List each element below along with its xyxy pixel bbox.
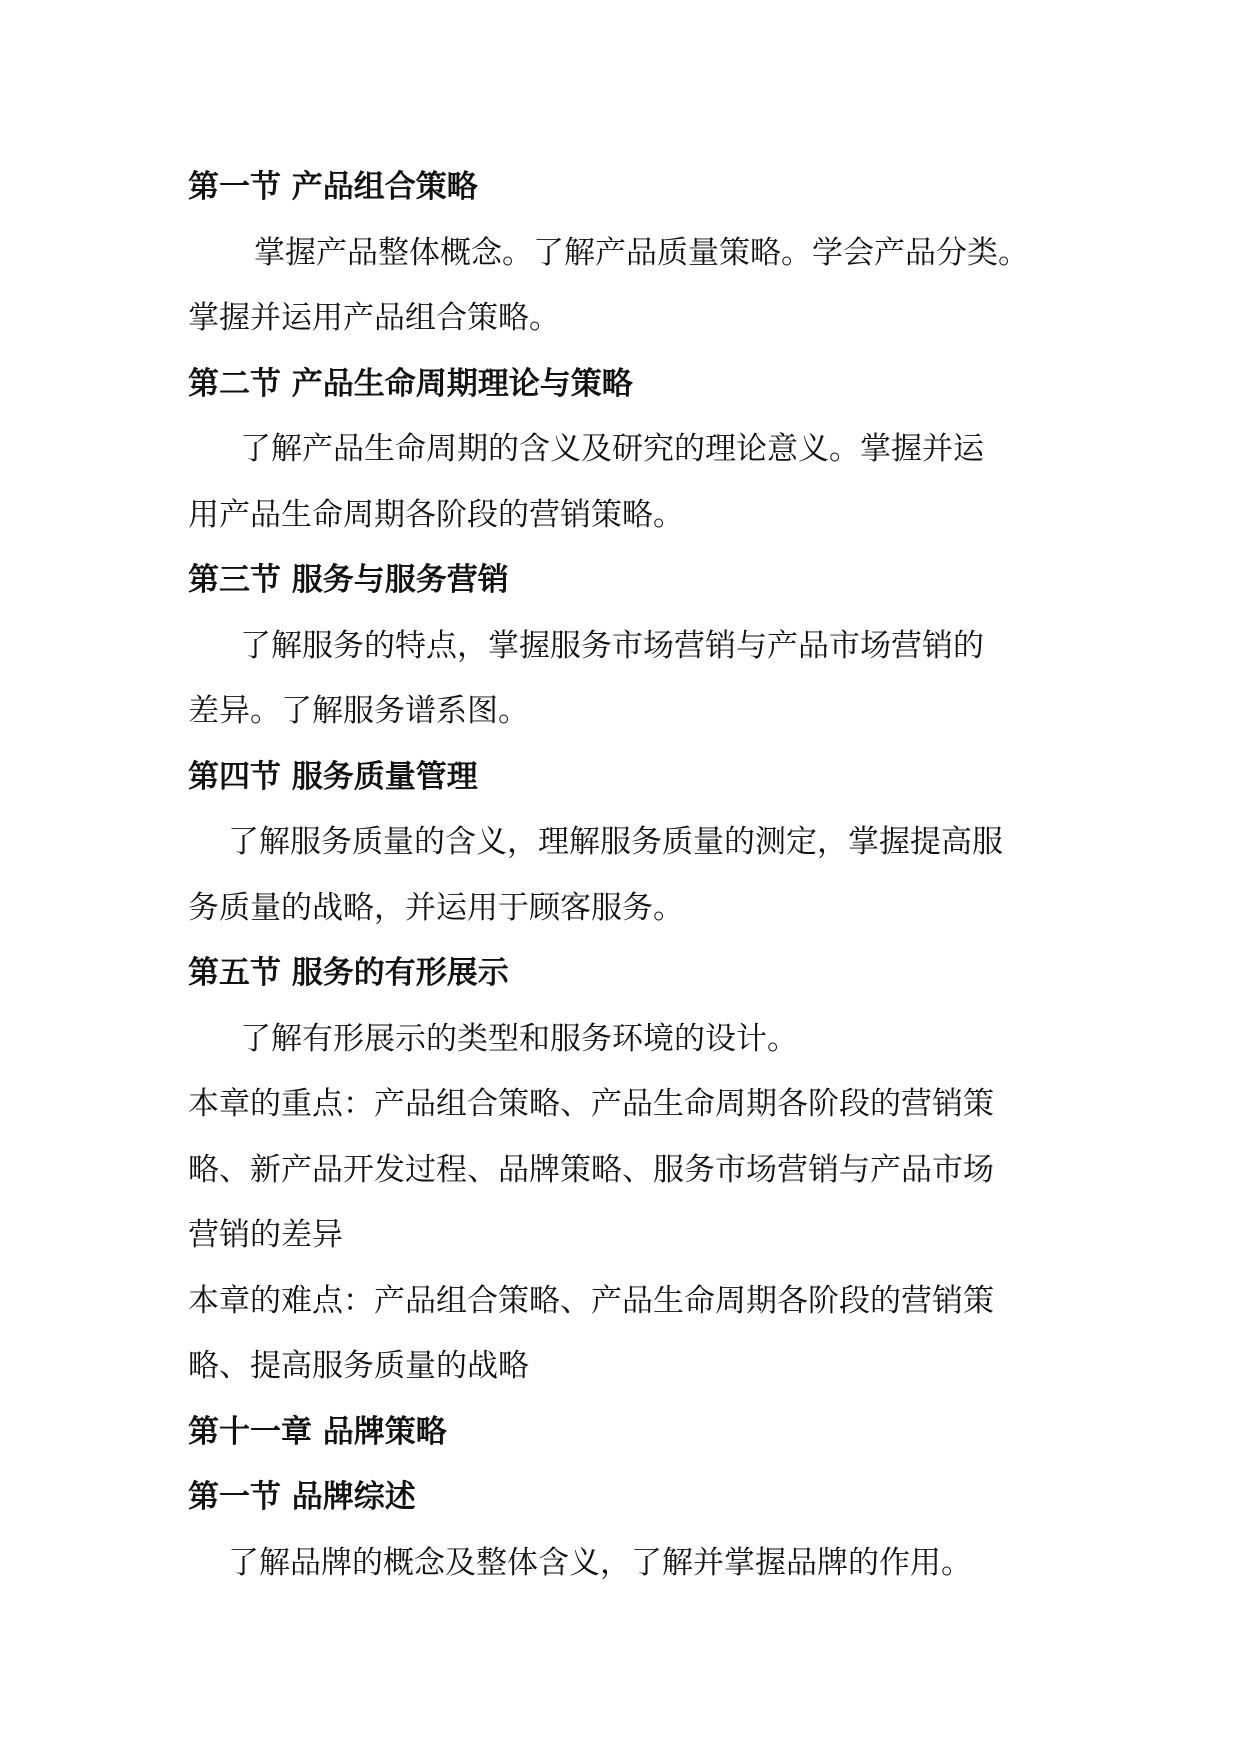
section-heading: 第一节 产品组合策略 — [188, 169, 478, 205]
section-heading: 第四节 服务质量管理 — [188, 758, 478, 795]
difficulties-line: 略、提高服务质量的战略 — [188, 1348, 529, 1384]
paragraph-line: 了解服务的特点，掌握服务市场营销与产品市场营销的 — [240, 627, 984, 664]
key-points-line: 略、新产品开发过程、品牌策略、服务市场营销与产品市场 — [188, 1151, 994, 1188]
document-page — [188, 155, 1068, 1596]
paragraph-line: 掌握并运用产品组合策略。 — [188, 300, 560, 336]
paragraph-line: 差异。了解服务谱系图。 — [188, 693, 529, 729]
paragraph-line: 了解品牌的概念及整体含义，了解并掌握品牌的作用。 — [228, 1544, 972, 1581]
key-points-line: 本章的重点：产品组合策略、产品生命周期各阶段的营销策 — [188, 1086, 994, 1122]
paragraph-line: 了解服务质量的含义，理解服务质量的测定，掌握提高服 — [228, 824, 1003, 860]
paragraph-line: 用产品生命周期各阶段的营销策略。 — [188, 496, 684, 533]
paragraph-line: 了解有形展示的类型和服务环境的设计。 — [240, 1020, 798, 1057]
key-points-line: 营销的差异 — [188, 1217, 343, 1253]
section-heading: 第一节 品牌综述 — [188, 1479, 416, 1515]
paragraph-line: 了解产品生命周期的含义及研究的理论意义。掌握并运 — [240, 431, 984, 467]
section-heading: 第三节 服务与服务营销 — [188, 562, 509, 598]
paragraph-line: 务质量的战略，并运用于顾客服务。 — [188, 889, 684, 926]
paragraph-line: 掌握产品整体概念。了解产品质量策略。学会产品分类。 — [254, 234, 1029, 271]
section-heading: 第五节 服务的有形展示 — [188, 955, 509, 991]
difficulties-line: 本章的难点：产品组合策略、产品生命周期各阶段的营销策 — [188, 1282, 994, 1319]
chapter-heading: 第十一章 品牌策略 — [188, 1413, 447, 1450]
section-heading: 第二节 产品生命周期理论与策略 — [188, 365, 633, 402]
